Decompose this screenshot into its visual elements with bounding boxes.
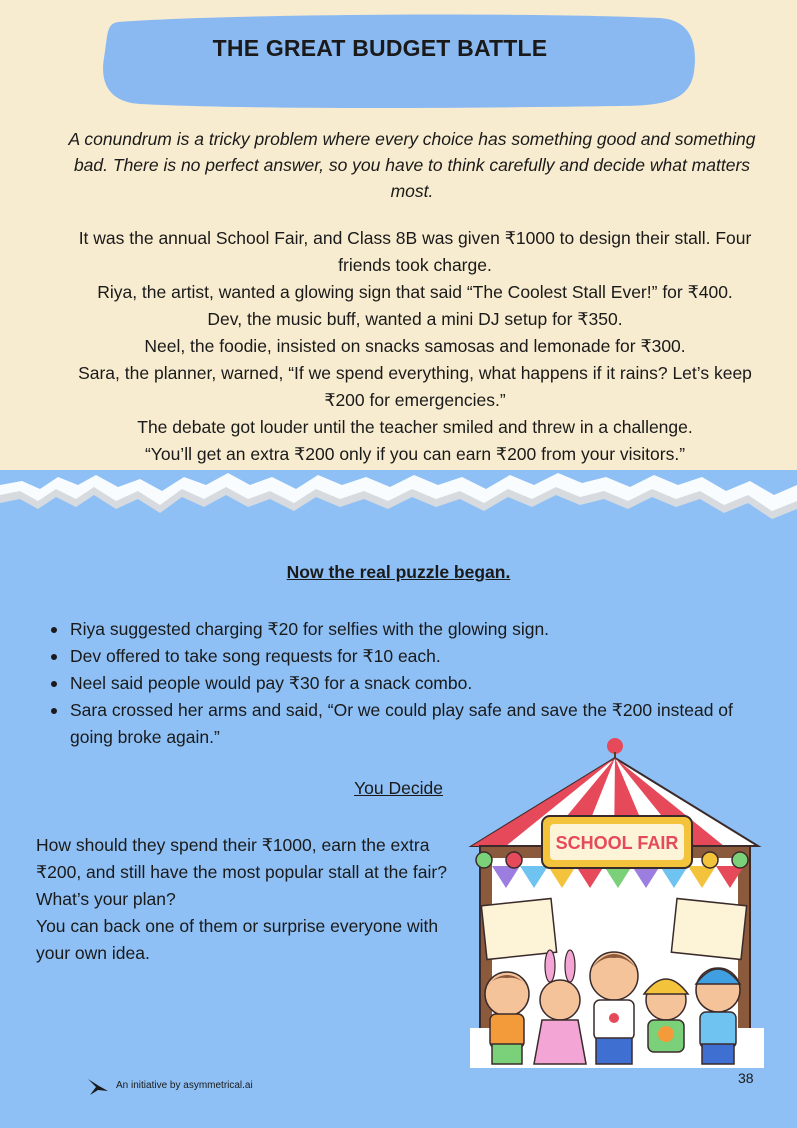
- story-line: “You’ll get an extra ₹200 only if you can earn ₹200 from your visitors.”: [144, 444, 686, 464]
- torn-paper-edge: [0, 455, 797, 555]
- list-item-text: Dev offered to take song requests for ₹10 each.: [70, 646, 441, 666]
- bullet-icon: [51, 654, 57, 660]
- bullet-icon: [51, 708, 57, 714]
- question-line: How should they spend their ₹1000, earn the extra ₹200, and still have the most popular stall at the fair?: [36, 835, 447, 882]
- question-line: What’s your plan?: [36, 889, 176, 909]
- list-item: [48, 616, 748, 643]
- bullet-icon: [51, 627, 57, 633]
- list-item: [48, 643, 748, 670]
- school-fair-illustration: [462, 738, 772, 1068]
- you-decide-heading: You Decide: [354, 778, 443, 798]
- question-line: You can back one of them or surprise everyone with your own idea.: [36, 916, 439, 963]
- list-item-text: Sara crossed her arms and said, “Or we could play safe and save the ₹200 instead of going broke again.”: [70, 700, 733, 747]
- question-section: [36, 832, 456, 967]
- footer-text: An initiative by asymmetrical.ai: [116, 1080, 253, 1091]
- bird-logo-icon: [86, 1075, 110, 1099]
- bullet-list: [48, 616, 748, 751]
- poster-right: [671, 898, 746, 959]
- story-line: Neel, the foodie, insisted on snacks samosas and lemonade for ₹300.: [144, 336, 686, 356]
- puzzle-heading: Now the real puzzle began.: [286, 562, 511, 582]
- list-item: [48, 670, 748, 697]
- kid-1: [485, 972, 529, 1064]
- intro-paragraph: A conundrum is a tricky problem where every choice has something good and something bad. There is no perfect answer, so you have to think carefully and decide what matters most.: [68, 129, 756, 201]
- bullet-icon: [51, 681, 57, 687]
- poster-left: [481, 898, 556, 959]
- story-line: Riya, the artist, wanted a glowing sign that said “The Coolest Stall Ever!” for ₹400.: [97, 282, 733, 302]
- sign-board: [542, 816, 692, 868]
- page-title: THE GREAT BUDGET BATTLE: [212, 35, 548, 61]
- kid-3: [590, 952, 638, 1064]
- story-line: It was the annual School Fair, and Class 8B was given ₹1000 to design their stall. Four friends took charge.: [78, 228, 752, 275]
- story-line: Sara, the planner, warned, “If we spend everything, what happens if it rains? Let’s keep ₹200 for emergencies.”: [78, 363, 752, 410]
- list-item-text: Riya suggested charging ₹20 for selfies with the glowing sign.: [70, 619, 550, 639]
- story-section: [62, 225, 768, 468]
- sign-text: SCHOOL FAIR: [555, 833, 679, 853]
- kid-5: [696, 968, 740, 1064]
- story-line: The debate got louder until the teacher smiled and threw in a challenge.: [137, 417, 693, 437]
- page-number: 38: [738, 1070, 754, 1086]
- story-line: Dev, the music buff, wanted a mini DJ setup for ₹350.: [207, 309, 623, 329]
- list-item-text: Neel said people would pay ₹30 for a snack combo.: [70, 673, 473, 693]
